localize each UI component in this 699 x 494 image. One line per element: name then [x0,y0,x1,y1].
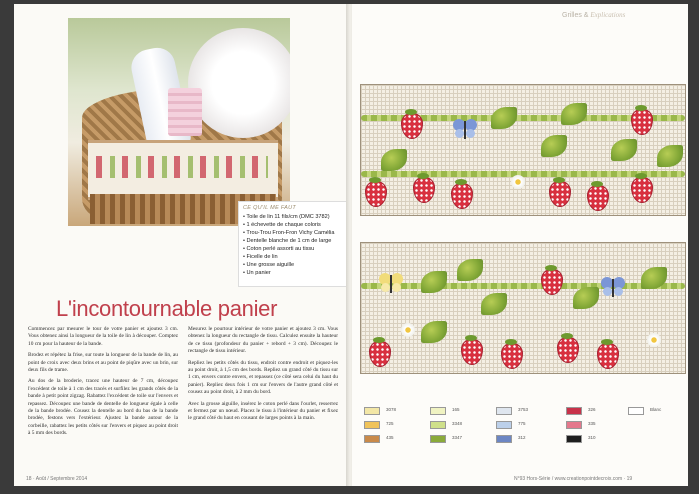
strawberry-motif [401,113,423,139]
strawberry-motif [631,177,653,203]
thread-legend [360,402,684,452]
leaf-motif [421,321,447,343]
paragraph: Repliez les petits côtés du tissu, endroit contre endroit et piquez-les au point droit, à 1,5 cm des bords. Repliez un grand côté du tissu sur 1 cm, envers contre envers, et repassez (ce côté sera celui du haut du panier). Repliez deux fois 1 cm sur l'envers de l'autre grand côté et cousez au point droit, à 2 mm du bord. [188,359,338,396]
leaf-motif [561,103,587,125]
paragraph: Mesurez le pourtour intérieur de votre panier et ajoutez 3 cm. Vous obtenez la longueur du rectangle de tissu. Calculez ensuite la hauteur de ce tissu (profondeur du panier + rebord + 3 cm). Découpez le rectangle de tissu intérieur. [188,326,338,355]
strawberry-embroidery [96,156,268,178]
thread-code: 3078 [386,407,397,412]
paragraph: Avec la grosse aiguille, insérez le coton perlé dans l'ourlet, resserrez et fermez par un nœud. Placez le tissu à l'intérieur du panier et fixez le grand côté du haut en cousant de larges points à la main. [188,400,338,422]
flower-motif [401,323,415,337]
leaf-motif [611,139,637,161]
thread-code: 312 [518,435,526,440]
strawberry-motif [501,343,523,369]
thread-code: 3348 [452,421,463,426]
strawberry-motif [541,269,563,295]
thread-code: 3753 [518,407,529,412]
color-swatch [496,435,512,443]
thread-code: 725 [386,421,394,426]
materials-list [243,213,343,277]
materials-item: • Dentelle blanche de 1 cm de large [243,237,343,245]
color-swatch [364,435,380,443]
leaf-motif [421,271,447,293]
color-swatch [566,435,582,443]
left-page [14,4,350,486]
materials-box [238,201,348,287]
thread-code: 775 [518,421,526,426]
thread-code: Blanc [650,407,662,412]
right-page [352,4,688,486]
materials-item: • 1 échevette de chaque coloris [243,221,343,229]
materials-item: • Une grosse aiguille [243,261,343,269]
color-swatch [566,421,582,429]
strawberry-motif [597,343,619,369]
color-swatch [364,421,380,429]
paragraph: Au dos de la broderie, tracez une hauteur de 7 cm, découpez l'excédent de toile à 1 cm des tracés et surfilez les grands côtés de la bande à petit point zigzag. Rabattez l'excédent de toile sur l'envers et repassez. Découpez une bande de dentelle de longueur égale à celle de la bande brodée. Cousez la dentelle au bord du bas de la bande brodée, festons vers l'extérieur. Ajustez la bande autour de la corbeille, rabattez les petits côtés sur l'envers et piquez au point droit à 5 mm des bords. [28,378,178,437]
materials-item: • Un panier [243,269,343,277]
color-swatch [496,407,512,415]
butterfly-motif [379,273,403,295]
basket-photo [68,18,290,226]
leaf-motif [481,293,507,315]
leaf-motif [541,135,567,157]
strawberry-motif [587,185,609,211]
cups-image [168,88,202,136]
strawberry-motif [461,339,483,365]
color-swatch [430,435,446,443]
flower-motif [511,175,525,189]
thread-code: 335 [588,421,596,426]
paragraph: Commencez par mesurer le tour de votre panier et ajoutez 3 cm. Vous obtenez ainsi la longueur de la toile de lin à découper. Comptez 10 cm pour la hauteur de la bande. [28,326,178,347]
color-swatch [496,421,512,429]
vine-pattern [361,283,685,289]
section-header-italic: Explications [590,11,626,19]
article-title: L'incontournable panier [56,296,278,321]
thread-code: 3347 [452,435,463,440]
section-header-main: Grilles & [562,12,589,19]
materials-item: • Toile de lin 11 fils/cm (DMC 3782) [243,213,343,221]
color-swatch [628,407,644,415]
color-swatch [364,407,380,415]
strawberry-motif [549,181,571,207]
cross-stitch-chart-bottom [360,242,686,374]
plates-image [188,28,290,138]
leaf-motif [491,107,517,129]
materials-item: • Ficelle de lin [243,253,343,261]
materials-title: CE QU'IL ME FAUT [243,205,297,211]
materials-item: • Trou-Trou Fron-Fron Vichy Camélia [243,229,343,237]
strawberry-motif [369,341,391,367]
paragraph: Brodez et répétez la frise, sur toute la longueur de la bande de lin, au point de croix avec deux brins et au point de piqûre avec un brin, sur deux fils de trame. [28,352,178,374]
color-swatch [430,407,446,415]
strawberry-motif [631,109,653,135]
thread-code: 310 [588,435,596,440]
column-1 [28,326,178,442]
color-swatch [566,407,582,415]
leaf-motif [657,145,683,167]
flower-motif [647,333,661,347]
strawberry-motif [413,177,435,203]
butterfly-motif [601,277,625,299]
strawberry-motif [451,183,473,209]
thread-code: 326 [588,407,596,412]
article-body [28,326,342,464]
thread-code: 165 [452,407,460,412]
page-footer-right: N°93 Hors-Série / www.creationpointdecroix.com · 19 [514,476,633,482]
section-header [562,11,625,19]
leaf-motif [381,149,407,171]
cross-stitch-chart-top [360,84,686,216]
color-swatch [430,421,446,429]
leaf-motif [573,287,599,309]
strawberry-motif [557,337,579,363]
page-footer-left: 18 · Août / Septembre 2014 [26,476,88,482]
column-2 [188,326,338,427]
strawberry-motif [365,181,387,207]
butterfly-motif [453,119,477,141]
thread-code: 435 [386,435,394,440]
materials-item: • Coton perlé assorti au tissu [243,245,343,253]
leaf-motif [457,259,483,281]
